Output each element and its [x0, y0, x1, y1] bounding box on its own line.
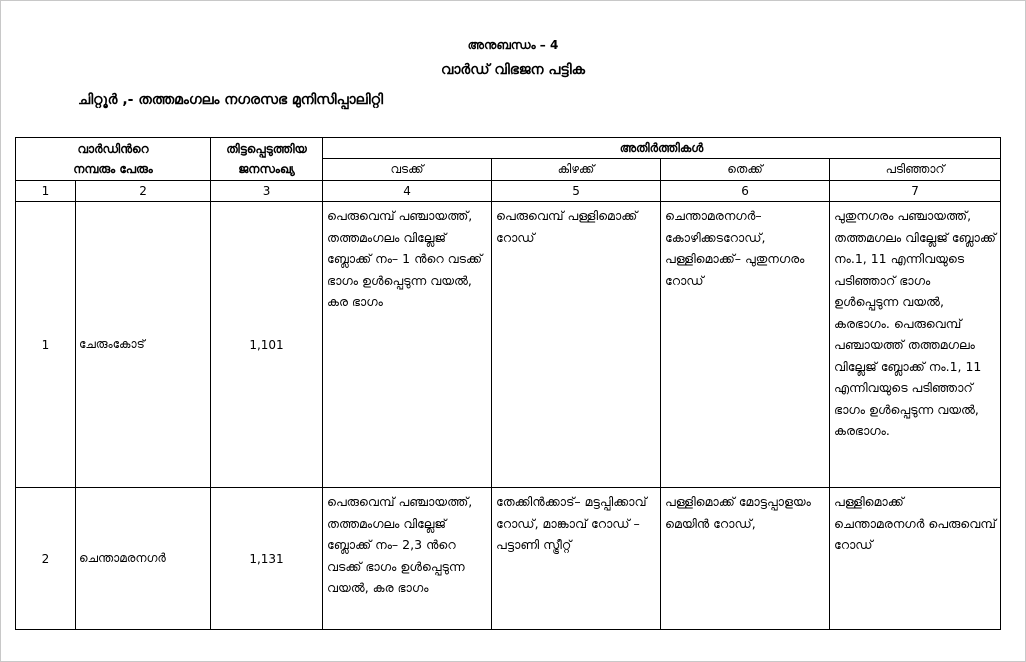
boundary-north-text: പെരുവെമ്പ് പഞ്ചായത്ത്, തത്തമംഗലം വില്ലേജ് ബ്ലോക്ക് നം– 2,3 ൻറെ വടക്ക് ഭാഗം ഉൾപ്പെടുന്ന വയൽ, കര ഭാഗം [327, 494, 473, 595]
boundary-north [323, 202, 492, 488]
annex-label: അനുബന്ധം – 4 [467, 38, 559, 52]
header-row-1 [16, 138, 1001, 159]
boundary-west [830, 488, 1001, 630]
boundary-east-text: തേക്കിൻക്കാട്– മട്ടപ്പിക്കാവ് റോഡ്, മാങ്കാവ് റോഡ് – പട്ടാണി സ്ട്രീറ്റ് [496, 494, 647, 552]
boundary-east [492, 202, 661, 488]
boundary-west-text: പള്ളിമൊക്ക് ചെന്താമരനഗർ പെരുവെമ്പ് റോഡ് [834, 494, 996, 552]
header-north: വടക്ക് [323, 159, 492, 181]
column-number: 4 [323, 181, 492, 202]
boundary-north-text: പെരുവെമ്പ് പഞ്ചായത്ത്, തത്തമംഗലം വില്ലേജ് ബ്ലോക്ക് നം– 1 ൻറെ വടക്ക് ഭാഗം ഉൾപ്പെടുന്ന വയൽ, കര ഭാഗം [327, 208, 483, 309]
column-number: 5 [492, 181, 661, 202]
ward-name: ചേരുംകോട് [76, 202, 211, 488]
ward-number: 1 [16, 202, 76, 488]
column-number: 2 [76, 181, 211, 202]
boundary-south [661, 202, 830, 488]
boundary-south-text: പള്ളിമൊക്ക് മോട്ടപ്പാളയം മെയിൻ റോഡ്, [665, 494, 811, 531]
boundary-north [323, 488, 492, 630]
header-population [211, 138, 323, 181]
header-west: പടിഞ്ഞാറ് [830, 159, 1001, 181]
header-east: കിഴക്ക് [492, 159, 661, 181]
column-number: 6 [661, 181, 830, 202]
table-row [16, 202, 1001, 488]
boundary-east-text: പെരുവെമ്പ് പള്ളിമൊക്ക് റോഡ് [496, 208, 638, 245]
header-ward-line1: വാർഡിൻറെ [77, 142, 149, 156]
column-number-row [16, 181, 1001, 202]
boundary-west [830, 202, 1001, 488]
ward-population: 1,101 [211, 202, 323, 488]
header-population-line1: തിട്ടപ്പെടുത്തിയ [226, 142, 307, 156]
boundary-south-text: ചെന്താമരനഗർ– കോഴിക്കടറോഡ്, പള്ളിമൊക്ക്– പുതുനഗരം റോഡ് [665, 208, 805, 288]
header-ward [16, 138, 211, 181]
column-number: 7 [830, 181, 1001, 202]
header-south: തെക്ക് [661, 159, 830, 181]
boundary-west-text: പുതുനഗരം പഞ്ചായത്ത്, തത്തമഗലം വില്ലേജ് ബ്ലോക്ക് നം.1, 11 എന്നിവയുടെ പടിഞ്ഞാറ് ഭാഗം ഉൾപ്പെടുന്ന വയൽ, കരഭാഗം. പെരുവെമ്പ് പഞ്ചായത്ത് തത്തമഗലം വില്ലേജ് ബ്ലോക്ക് നം.1, 11 എന്നിവയുടെ പടിഞ്ഞാറ് ഭാഗം ഉൾപ്പെടുന്ന വയൽ, കരഭാഗം. [834, 208, 996, 438]
column-number: 3 [211, 181, 323, 202]
column-number: 1 [16, 181, 76, 202]
boundary-east [492, 488, 661, 630]
header-population-line2: ജനസംഖ്യ [238, 162, 295, 176]
boundary-south [661, 488, 830, 630]
municipality-title: ചിറ്റൂർ ,- തത്തമംഗലം നഗരസഭ മുനിസിപ്പാലിറ്റി [78, 92, 383, 108]
page-title: വാർഡ് വിഭജന പട്ടിക [441, 62, 585, 78]
ward-division-table [15, 137, 1001, 630]
header-ward-line2: നമ്പരും പേരും [73, 162, 153, 176]
ward-number: 2 [16, 488, 76, 630]
table-row [16, 488, 1001, 630]
ward-population: 1,131 [211, 488, 323, 630]
header-boundaries: അതിർത്തികൾ [323, 138, 1001, 159]
ward-name: ചെന്താമരനഗർ [76, 488, 211, 630]
